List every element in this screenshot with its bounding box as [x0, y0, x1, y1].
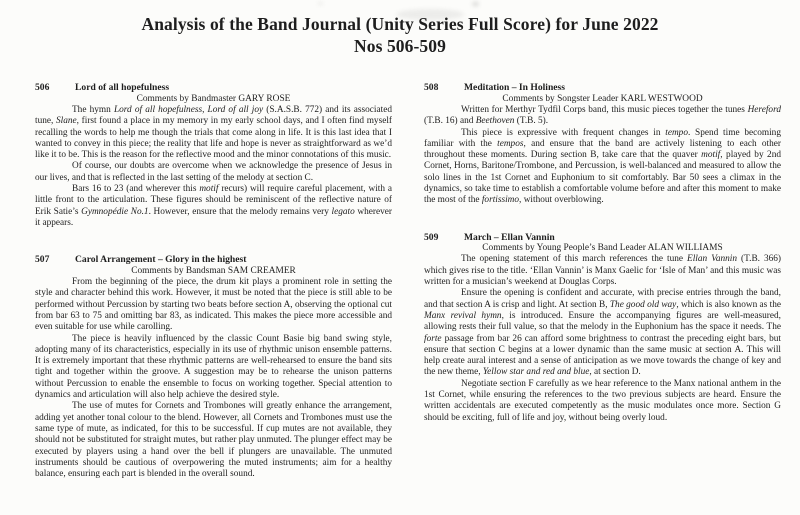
section-heading	[35, 82, 392, 94]
italic-text: motif	[701, 150, 721, 161]
body-text: (S.A.S.B. 772) and its associated tune,	[35, 104, 392, 127]
italic-text: motif	[199, 183, 219, 194]
paragraph	[35, 161, 392, 184]
italic-text: forte	[424, 333, 442, 344]
body-text: The use of mutes for Cornets and Trombones will greatly enhance the arrangement, adding yet another tonal colour to the blend. However, all Cornets and Trombones must use the same type of mute, as indicated, for this to be successful. If cup mutes are not available, they should not be substituted for straight mutes, but rather play unmuted. The plunger effect may be executed by players using a hand over the bell if plungers are unavailable. The unmuted instruments should be cautious of overpowering the muted instruments; aim for a healthy balance, ensuring each part is blended in the overall sound.	[35, 401, 392, 480]
body-text: (T.B. 16) and	[424, 116, 476, 127]
body-text: (T.B. 5).	[514, 116, 549, 127]
body-text: , is introduced. Ensure the accompanying figures are well-measured, allowing rests their full value, so that the melody in the Euphonium has the space it needs. The	[424, 310, 781, 333]
body-text: (T.B. 366) which gives rise to the title. ‘Ellan Vannin’ is Manx Gaelic for ‘Isle of Man’ and this music was written for a musician’s weekend at Douglas Corps.	[424, 254, 782, 288]
section-506	[35, 82, 392, 229]
section-heading	[424, 232, 781, 244]
section-title: March – Ellan Vannin	[464, 231, 555, 243]
section-byline: Comments by Bandmaster GARY ROSE	[136, 93, 291, 104]
body-text: , played by 2nd Cornet, Horns, Baritone/Trombone, and Percussion, is well-balanced and measured to allow the solo lines in the 1st Cornet and Euphonium to sit comfortably. Bar 50 sees a climax in the dynamics, so take time to establish a comfortable volume before and after this moment to make the most of the	[424, 150, 781, 206]
text-columns	[35, 82, 781, 480]
italic-text: tempo	[665, 127, 688, 138]
italic-text: The good old way	[609, 299, 677, 310]
body-text: , at section D.	[589, 367, 641, 378]
italic-text: Gymnopédie No.1	[81, 206, 149, 217]
body-text: . Spend time becoming familiar with the	[424, 127, 781, 149]
body-text: From the beginning of the piece, the drum kit plays a prominent role in setting the style and character behind this work. However, it must be noted that the piece is still able to be performed without Percussion by starting two beats before section A, observing the optional cut from bar 63 to 75 and omitting bar 83, as indicated. This makes the piece more accessible and even suitable for use while carolling.	[35, 277, 392, 333]
body-text: . However, ensure that the melody remains very	[148, 206, 332, 217]
paragraph	[35, 277, 392, 333]
italic-text: Slane	[56, 116, 77, 127]
body-text: The piece is heavily influenced by the classic Count Basie big band swing style, adopting many of its characteristics, especially in its use of rhythmic unison ensemble patterns. It is extremely important that these rhythmic patterns are well-rehearsed to ensure the band sits tight and together within the groove. A suggestion may be to rehearse the unison patterns without Percussion to enable the ensemble to focus on working together. Special attention to dynamics and articulation will also help achieve the desired style.	[35, 333, 392, 401]
body-text: Bars 16 to 23 (and wherever this	[72, 183, 200, 194]
paragraph	[424, 379, 781, 424]
section-byline: Comments by Bandsman SAM CREAMER	[131, 265, 296, 276]
body-text: wherever it appears.	[35, 206, 393, 228]
body-text: The hymn	[72, 104, 114, 115]
section-byline: Comments by Songster Leader KARL WESTWOOD	[502, 93, 703, 104]
paragraph	[424, 288, 781, 378]
section-title: Lord of all hopefulness	[75, 82, 170, 93]
italic-text: tempos	[497, 138, 524, 149]
body-text: This piece is expressive with frequent changes in	[461, 127, 666, 138]
body-text: Written for Merthyr Tydfil Corps band, this music pieces together the tunes	[461, 104, 748, 115]
paragraph	[35, 105, 392, 161]
italic-text: Yellow star and red and blue	[482, 367, 590, 378]
paragraph	[35, 184, 392, 229]
paragraph	[35, 401, 392, 480]
section-507	[35, 254, 392, 480]
italic-text: Ellan Vannin	[687, 254, 738, 265]
section-byline: Comments by Young People’s Band Leader ALAN WILLIAMS	[482, 243, 723, 254]
body-text: , without overblowing.	[519, 195, 604, 206]
body-text: passage from bar 26 can afford some brightness to contrast the preceding eight bars, but ensure that section C begins at a lower dynamic than the same music at section A. This will help create aural interest and a sense of anticipation as we move towards the change of key and the new theme,	[424, 333, 781, 378]
italic-text: fortissimo	[481, 195, 520, 206]
section-title: Meditation – In Holiness	[464, 82, 566, 93]
body-text: , and ensure that the band are actively listening to each other throughout these moments. During section B, take care that the quaver	[424, 138, 781, 161]
section-heading	[424, 82, 781, 94]
section-number: 508	[424, 82, 439, 93]
italic-text: Lord of all hopefulness, Lord of all joy	[113, 104, 264, 115]
italic-text: Beethoven	[475, 116, 515, 127]
italic-text: Manx revival hymn	[424, 310, 502, 321]
body-text: recurs) will require careful placement, with a little front to the articulation. These figures should be reminiscent of the reflective nature of Erik Satie’s	[35, 183, 392, 217]
section-number: 506	[35, 82, 50, 93]
body-text: The opening statement of this march references the tune	[461, 254, 688, 265]
page-title	[0, 14, 800, 57]
section-509	[424, 232, 781, 424]
section-508	[424, 82, 781, 207]
right-column	[424, 82, 781, 480]
body-text: , which is also known as the	[676, 299, 782, 310]
section-number: 509	[424, 231, 439, 243]
paragraph	[424, 128, 781, 207]
left-column	[35, 82, 392, 480]
body-text: Of course, our doubts are overcome when we acknowledge the presence of Jesus in our lives, and that is reflected in the last setting of the melody at section C.	[35, 161, 392, 183]
body-text: Ensure the opening is confident and accurate, with precise entries through the band, and that section A is crisp and light. At section B,	[424, 288, 781, 310]
body-text: , first found a place in my memory in my early school days, and I often find myself recalling the words to help me though the trials that come along in life. It is this last idea that I wanted to convey in this piece; the reality that life and hope is never as straightforward as we’d like it to be. This is the reason for the reflective mood and the minor connotations of this music.	[35, 116, 393, 161]
paragraph	[35, 334, 392, 402]
section-number: 507	[35, 254, 50, 266]
paragraph	[424, 105, 781, 128]
page-title-line-2: Nos 506-509	[353, 35, 446, 56]
scan-artifact	[318, 2, 323, 5]
scan-artifact	[472, 2, 479, 6]
italic-text: Hereford	[747, 104, 781, 115]
page-title-line-1: Analysis of the Band Journal (Unity Series Full Score) for June 2022	[141, 14, 659, 34]
body-text: Negotiate section F carefully as we hear reference to the Manx national anthem in the 1st Cornet, while ensuring the references to the two previous subjects are heard. Ensure the written accidentals are executed competently as the music modulates once more. Section G should be exciting, full of life and joy, without being overly loud.	[424, 378, 781, 423]
section-heading	[35, 254, 392, 266]
paragraph	[424, 254, 781, 288]
italic-text: legato	[331, 206, 355, 217]
section-title: Carol Arrangement – Glory in the highest	[75, 254, 247, 266]
